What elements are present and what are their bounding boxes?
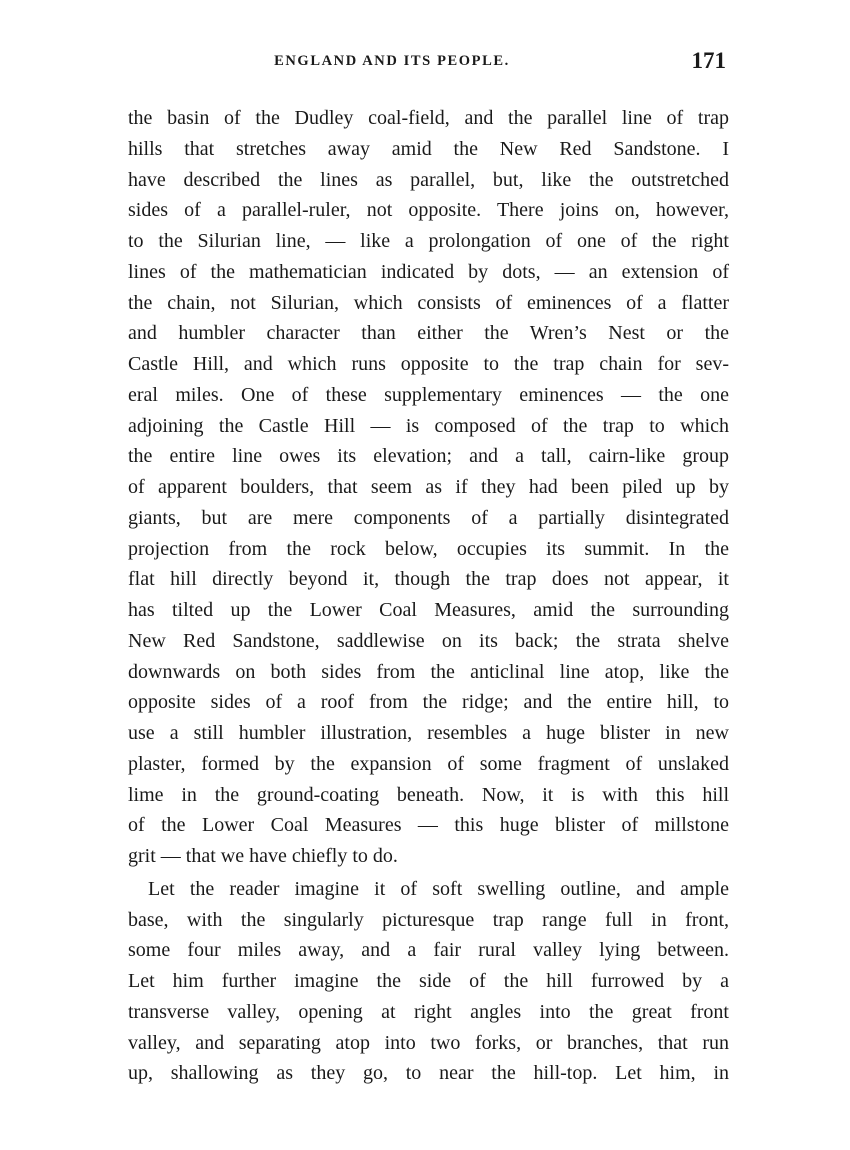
text-line: flat hill directly beyond it, though the trap does not appear, it xyxy=(128,568,729,591)
paragraph xyxy=(128,103,729,872)
text-line: projection from the rock below, occupies its summit. In the xyxy=(128,537,729,560)
body-text xyxy=(128,103,729,1089)
text-line: use a still humbler illustration, resembles a huge blister in new xyxy=(128,722,729,744)
text-line: lime in the ground-coating beneath. Now, it is with this hill xyxy=(128,783,729,806)
text-line: plaster, formed by the expansion of some fragment of unslaked xyxy=(128,752,729,775)
paragraph xyxy=(128,874,729,1089)
text-line: Castle Hill, and which runs opposite to the trap chain for sev- xyxy=(128,353,729,375)
text-line: to the Silurian line, — like a prolongation of one of the right xyxy=(128,230,729,252)
text-line: some four miles away, and a fair rural valley lying between. xyxy=(128,939,729,962)
text-line: valley, and separating atop into two forks, or branches, that run xyxy=(128,1031,729,1054)
text-line: Let him further imagine the side of the hill furrowed by a xyxy=(128,970,729,992)
text-line: opposite sides of a roof from the ridge; and the entire hill, to xyxy=(128,691,729,714)
text-line: the chain, not Silurian, which consists of eminences of a flatter xyxy=(128,291,729,314)
text-line: the entire line owes its elevation; and a tall, cairn-like group xyxy=(128,445,729,468)
running-head xyxy=(122,48,728,78)
text-line: New Red Sandstone, saddlewise on its back; the strata shelve xyxy=(128,629,729,652)
text-line: has tilted up the Lower Coal Measures, amid the surrounding xyxy=(128,599,729,621)
text-line: have described the lines as parallel, but, like the outstretched xyxy=(128,168,729,191)
text-line: grit — that we have chiefly to do. xyxy=(128,845,398,867)
text-line: of the Lower Coal Measures — this huge blister of millstone xyxy=(128,814,729,837)
text-line: lines of the mathematician indicated by dots, — an extension of xyxy=(128,260,729,283)
text-line: transverse valley, opening at right angles into the great front xyxy=(128,1000,729,1023)
text-line: giants, but are mere components of a partially disintegrated xyxy=(128,506,729,529)
text-line: up, shallowing as they go, to near the hill-top. Let him, in xyxy=(128,1062,729,1085)
text-line: Let the reader imagine it of soft swelling outline, and ample xyxy=(148,877,729,900)
text-line: hills that stretches away amid the New Red Sandstone. I xyxy=(128,137,729,160)
text-line: of apparent boulders, that seem as if they had been piled up by xyxy=(128,476,729,498)
text-line: the basin of the Dudley coal-field, and the parallel line of trap xyxy=(128,107,729,129)
text-line: downwards on both sides from the anticlinal line atop, like the xyxy=(128,660,729,683)
text-line: and humbler character than either the Wren’s Nest or the xyxy=(128,322,729,345)
running-title: ENGLAND AND ITS PEOPLE. xyxy=(274,53,510,69)
text-line: eral miles. One of these supplementary eminences — the one xyxy=(128,383,729,406)
page-number: 171 xyxy=(691,48,726,73)
text-line: base, with the singularly picturesque trap range full in front, xyxy=(128,908,729,931)
text-line: adjoining the Castle Hill — is composed of the trap to which xyxy=(128,414,729,437)
text-line: sides of a parallel-ruler, not opposite. There joins on, however, xyxy=(128,199,729,222)
